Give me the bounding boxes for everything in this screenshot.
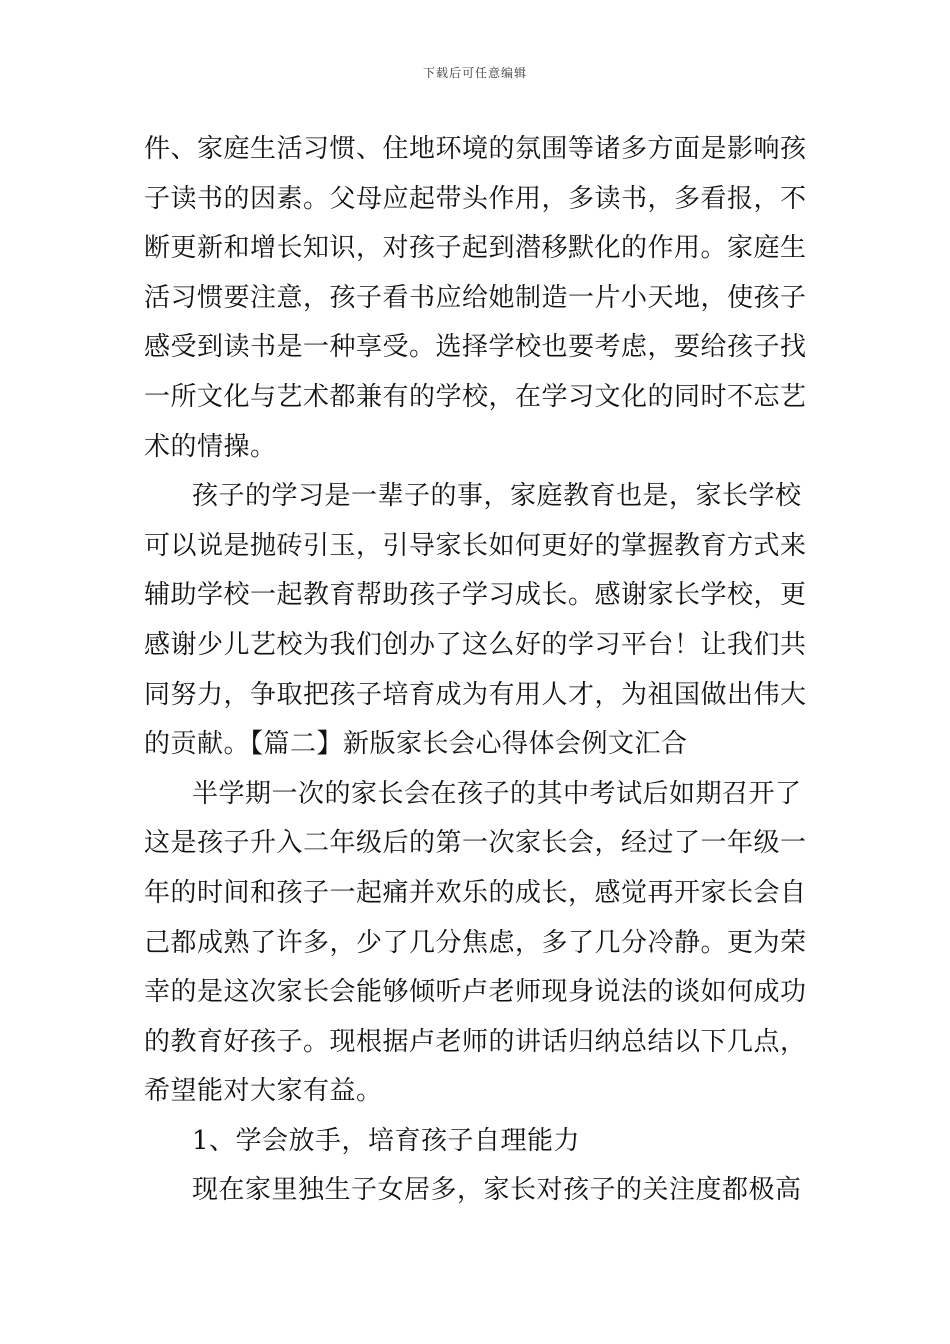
text-line: 一所文化与艺术都兼有的学校，在学习文化的同时不忘艺 — [144, 381, 807, 412]
text-line: 的贡献。【篇二】新版家长会心得体会例文汇合 — [144, 729, 688, 760]
text-line: 辅助学校一起教育帮助孩子学习成长。感谢家长学校，更 — [144, 580, 807, 611]
text-line: 件、家庭生活习惯、住地环境的氛围等诸多方面是影响孩 — [144, 134, 807, 164]
text-line: 子读书的因素。父母应起带头作用，多读书，多看报，不 — [144, 183, 807, 214]
page-header: 下载后可任意编辑 — [422, 66, 527, 80]
text-line: 己都成熟了许多，少了几分焦虑，多了几分冷静。更为荣 — [144, 927, 807, 958]
text-line: 幸的是这次家长会能够倾听卢老师现身说法的谈如何成功 — [144, 977, 807, 1008]
text-line: 孩子的学习是一辈子的事，家庭教育也是，家长学校 — [192, 481, 802, 512]
text-line: 希望能对大家有益。 — [144, 1076, 383, 1107]
text-line: 同努力，争取把孩子培育成为有用人才，为祖国做出伟大 — [144, 679, 807, 710]
text-line: 这是孩子升入二年级后的第一次家长会，经过了一年级一 — [144, 828, 807, 859]
text-line: 感受到读书是一种享受。选择学校也要考虑，要给孩子找 — [144, 332, 807, 363]
text-line: 半学期一次的家长会在孩子的其中考试后如期召开了 — [192, 778, 802, 809]
text-line: 年的时间和孩子一起痛并欢乐的成长，感觉再开家长会自 — [144, 877, 807, 908]
document-body — [144, 125, 808, 1216]
text-line: 可以说是抛砖引玉，引导家长如何更好的掌握教育方式来 — [144, 530, 807, 561]
text-line: 感谢少儿艺校为我们创办了这么好的学习平台！让我们共 — [144, 629, 807, 660]
text-line: 术的情操。 — [144, 431, 277, 462]
text-line: 断更新和增长知识，对孩子起到潜移默化的作用。家庭生 — [144, 233, 807, 264]
text-line: 活习惯要注意，孩子看书应给她制造一片小天地，使孩子 — [144, 282, 807, 313]
text-line: 1、学会放手，培育孩子自理能力 — [192, 1125, 581, 1156]
text-line: 的教育好孩子。现根据卢老师的讲话归纳总结以下几点， — [144, 1026, 807, 1057]
text-line: 现在家里独生子女居多，家长对孩子的关注度都极高 — [192, 1175, 802, 1206]
